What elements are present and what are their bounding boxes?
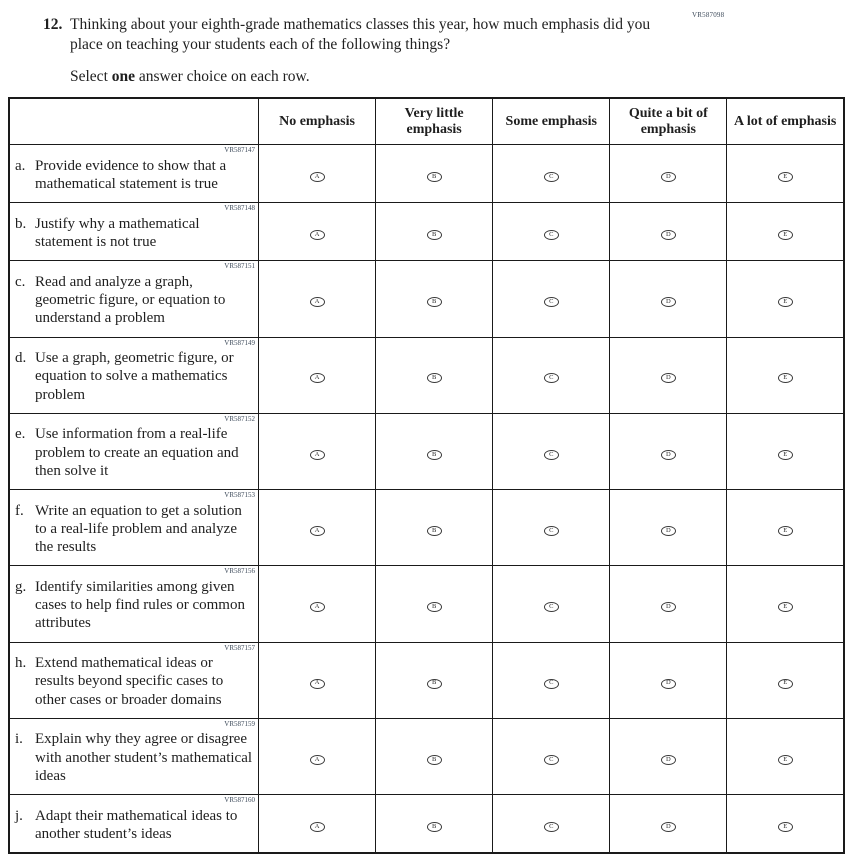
answer-oval-e[interactable] (778, 822, 793, 832)
row-code: VR587157 (224, 643, 255, 652)
row-text: Justify why a mathematical statement is not true (35, 215, 200, 251)
option-cell (727, 145, 844, 203)
oval-letter: B (431, 822, 437, 830)
oval-letter: D (665, 822, 671, 830)
row-stem (9, 261, 259, 337)
answer-oval-a[interactable] (310, 373, 325, 383)
row-text: Read and analyze a graph, geometric figure, or equation to understand a problem (35, 273, 226, 327)
answer-oval-b[interactable] (427, 373, 442, 383)
row-letter: b. (15, 215, 27, 232)
option-cell (376, 145, 493, 203)
oval-letter: C (549, 374, 554, 382)
answer-oval-b[interactable] (427, 526, 442, 536)
option-cell (727, 413, 844, 489)
answer-oval-d[interactable] (661, 526, 676, 536)
row-letter: g. (15, 578, 27, 595)
table-row (9, 261, 844, 337)
oval-letter: A (314, 450, 320, 458)
answer-oval-b[interactable] (427, 172, 442, 182)
table-row (9, 719, 844, 795)
oval-letter: B (431, 297, 437, 305)
oval-letter: C (549, 602, 554, 610)
option-cell (376, 566, 493, 642)
answer-oval-d[interactable] (661, 450, 676, 460)
option-cell (727, 642, 844, 718)
question-block (43, 15, 673, 86)
row-letter: i. (15, 731, 23, 748)
answer-oval-a[interactable] (310, 602, 325, 612)
oval-letter: C (549, 230, 554, 238)
option-cell (376, 203, 493, 261)
column-header-d: Quite a bit of emphasis (610, 98, 727, 145)
oval-letter: A (314, 822, 320, 830)
answer-oval-d[interactable] (661, 679, 676, 689)
answer-oval-d[interactable] (661, 172, 676, 182)
option-cell (259, 795, 376, 853)
row-stem (9, 145, 259, 203)
oval-letter: B (431, 755, 437, 763)
option-cell (376, 490, 493, 566)
oval-letter: D (665, 755, 671, 763)
row-stem (9, 795, 259, 853)
option-cell (493, 145, 610, 203)
row-stem (9, 642, 259, 718)
answer-oval-e[interactable] (778, 230, 793, 240)
oval-letter: B (431, 602, 437, 610)
answer-oval-d[interactable] (661, 230, 676, 240)
instruction-bold-word: one (111, 68, 135, 86)
oval-letter: C (549, 450, 554, 458)
row-letter: a. (15, 157, 26, 174)
answer-oval-e[interactable] (778, 373, 793, 383)
row-code: VR587152 (224, 414, 255, 423)
answer-oval-c[interactable] (544, 230, 559, 240)
option-cell (610, 490, 727, 566)
answer-oval-b[interactable] (427, 822, 442, 832)
row-stem (9, 413, 259, 489)
oval-letter: A (314, 526, 320, 534)
option-cell (727, 795, 844, 853)
option-cell (376, 719, 493, 795)
answer-oval-c[interactable] (544, 172, 559, 182)
oval-letter: D (665, 230, 671, 238)
row-letter: h. (15, 655, 27, 672)
row-code: VR587159 (224, 720, 255, 728)
table-row (9, 203, 844, 261)
oval-letter: E (783, 374, 788, 382)
oval-letter: B (431, 450, 437, 458)
answer-oval-a[interactable] (310, 230, 325, 240)
option-cell (259, 642, 376, 718)
oval-letter: C (549, 297, 554, 305)
option-cell (259, 413, 376, 489)
answer-oval-b[interactable] (427, 679, 442, 689)
oval-letter: C (549, 172, 554, 180)
option-cell (259, 203, 376, 261)
question-text: Thinking about your eighth-grade mathematics classes this year, how much emphasis did you place on teaching your students each of the following things? (70, 16, 651, 54)
option-cell (610, 145, 727, 203)
answer-oval-c[interactable] (544, 755, 559, 765)
answer-oval-d[interactable] (661, 297, 676, 307)
oval-letter: D (665, 172, 671, 180)
oval-letter: E (783, 679, 788, 687)
table-row (9, 642, 844, 718)
oval-letter: D (665, 450, 671, 458)
row-stem (9, 566, 259, 642)
row-code: VR587160 (224, 796, 255, 805)
option-cell (376, 261, 493, 337)
option-cell (610, 795, 727, 853)
answer-oval-a[interactable] (310, 297, 325, 307)
answer-oval-c[interactable] (544, 602, 559, 612)
answer-oval-e[interactable] (778, 297, 793, 307)
option-cell (259, 719, 376, 795)
oval-letter: D (665, 602, 671, 610)
answer-oval-c[interactable] (544, 450, 559, 460)
answer-oval-a[interactable] (310, 679, 325, 689)
answer-oval-e[interactable] (778, 755, 793, 765)
answer-oval-d[interactable] (661, 602, 676, 612)
answer-oval-d[interactable] (661, 755, 676, 765)
oval-letter: B (431, 526, 437, 534)
answer-oval-a[interactable] (310, 526, 325, 536)
answer-oval-d[interactable] (661, 373, 676, 383)
row-letter: e. (15, 426, 26, 443)
question-number: 12. (43, 16, 63, 33)
answer-oval-c[interactable] (544, 822, 559, 832)
emphasis-matrix-table (8, 97, 845, 854)
answer-oval-b[interactable] (427, 602, 442, 612)
answer-oval-e[interactable] (778, 526, 793, 536)
column-header-c: Some emphasis (493, 98, 610, 145)
oval-letter: E (783, 172, 788, 180)
option-cell (610, 203, 727, 261)
table-row (9, 337, 844, 413)
oval-letter: A (314, 602, 320, 610)
answer-oval-c[interactable] (544, 526, 559, 536)
oval-letter: E (783, 297, 788, 305)
oval-letter: B (431, 374, 437, 382)
stem-column-header (9, 98, 259, 145)
row-text: Identify similarities among given cases to help find rules or common attributes (35, 578, 245, 632)
row-stem (9, 719, 259, 795)
row-letter: c. (15, 273, 26, 290)
row-code: VR587149 (224, 338, 255, 347)
row-stem (9, 490, 259, 566)
oval-letter: B (431, 679, 437, 687)
answer-oval-c[interactable] (544, 297, 559, 307)
option-cell (259, 566, 376, 642)
oval-letter: E (783, 526, 788, 534)
option-cell (493, 795, 610, 853)
oval-letter: E (783, 602, 788, 610)
answer-oval-b[interactable] (427, 297, 442, 307)
option-cell (259, 337, 376, 413)
option-cell (727, 719, 844, 795)
option-cell (259, 261, 376, 337)
answer-oval-e[interactable] (778, 172, 793, 182)
row-letter: f. (15, 502, 24, 519)
answer-oval-e[interactable] (778, 679, 793, 689)
answer-oval-e[interactable] (778, 602, 793, 612)
option-cell (493, 203, 610, 261)
oval-letter: C (549, 822, 554, 830)
row-code: VR587151 (224, 262, 255, 271)
row-text: Adapt their mathematical ideas to another student’s ideas (35, 807, 238, 842)
option-cell (727, 337, 844, 413)
row-text: Use information from a real-life problem to create an equation and then solve it (35, 426, 239, 479)
row-code: VR587148 (224, 204, 255, 213)
oval-letter: E (783, 230, 788, 238)
page-corner-code: VR587098 (692, 11, 725, 19)
answer-oval-b[interactable] (427, 450, 442, 460)
oval-letter: C (549, 679, 554, 687)
table-header (9, 98, 844, 145)
oval-letter: B (431, 230, 437, 238)
oval-letter: A (314, 755, 320, 763)
table-row (9, 145, 844, 203)
option-cell (259, 145, 376, 203)
answer-oval-a[interactable] (310, 822, 325, 832)
answer-oval-a[interactable] (310, 450, 325, 460)
row-code: VR587156 (224, 567, 255, 576)
row-code: VR587147 (224, 146, 255, 155)
option-cell (493, 490, 610, 566)
oval-letter: A (314, 172, 320, 180)
oval-letter: E (783, 755, 788, 763)
row-text: Extend mathematical ideas or results beyond specific cases to other cases or broader domains (35, 655, 224, 708)
table-row (9, 795, 844, 853)
oval-letter: E (783, 450, 788, 458)
option-cell (493, 413, 610, 489)
option-cell (610, 719, 727, 795)
oval-letter: C (549, 526, 554, 534)
option-cell (493, 261, 610, 337)
answer-oval-b[interactable] (427, 755, 442, 765)
option-cell (493, 642, 610, 718)
answer-oval-a[interactable] (310, 172, 325, 182)
answer-oval-e[interactable] (778, 450, 793, 460)
row-stem (9, 337, 259, 413)
answer-oval-b[interactable] (427, 230, 442, 240)
option-cell (376, 413, 493, 489)
option-cell (259, 490, 376, 566)
option-cell (727, 566, 844, 642)
oval-letter: A (314, 374, 320, 382)
row-text: Explain why they agree or disagree with another student’s mathematical ideas (35, 731, 253, 784)
column-header-e: A lot of emphasis (727, 98, 844, 145)
option-cell (493, 337, 610, 413)
oval-letter: A (314, 230, 320, 238)
option-cell (610, 566, 727, 642)
column-header-a: No emphasis (259, 98, 376, 145)
option-cell (376, 337, 493, 413)
option-cell (610, 337, 727, 413)
row-text: Provide evidence to show that a mathematical statement is true (35, 157, 227, 193)
option-cell (376, 642, 493, 718)
oval-letter: D (665, 526, 671, 534)
row-code: VR587153 (224, 491, 255, 500)
row-stem (9, 203, 259, 261)
question-instruction: Select one answer choice on each row. (70, 68, 310, 86)
answer-oval-c[interactable] (544, 679, 559, 689)
option-cell (610, 642, 727, 718)
row-letter: d. (15, 349, 27, 366)
answer-oval-c[interactable] (544, 373, 559, 383)
answer-oval-d[interactable] (661, 822, 676, 832)
option-cell (493, 719, 610, 795)
option-cell (610, 261, 727, 337)
column-header-b: Very little emphasis (376, 98, 493, 145)
option-cell (493, 566, 610, 642)
oval-letter: C (549, 755, 554, 763)
option-cell (610, 413, 727, 489)
answer-oval-a[interactable] (310, 755, 325, 765)
table-row (9, 413, 844, 489)
table-row (9, 566, 844, 642)
row-text: Use a graph, geometric figure, or equation to solve a mathematics problem (35, 349, 234, 403)
option-cell (727, 203, 844, 261)
table-row (9, 490, 844, 566)
oval-letter: A (314, 297, 320, 305)
option-cell (376, 795, 493, 853)
oval-letter: E (783, 822, 788, 830)
row-letter: j. (15, 807, 23, 824)
oval-letter: A (314, 679, 320, 687)
row-text: Write an equation to get a solution to a real-life problem and analyze the results (35, 502, 242, 556)
oval-letter: B (431, 172, 437, 180)
oval-letter: D (665, 374, 671, 382)
oval-letter: D (665, 679, 671, 687)
option-cell (727, 261, 844, 337)
option-cell (727, 490, 844, 566)
oval-letter: D (665, 297, 671, 305)
